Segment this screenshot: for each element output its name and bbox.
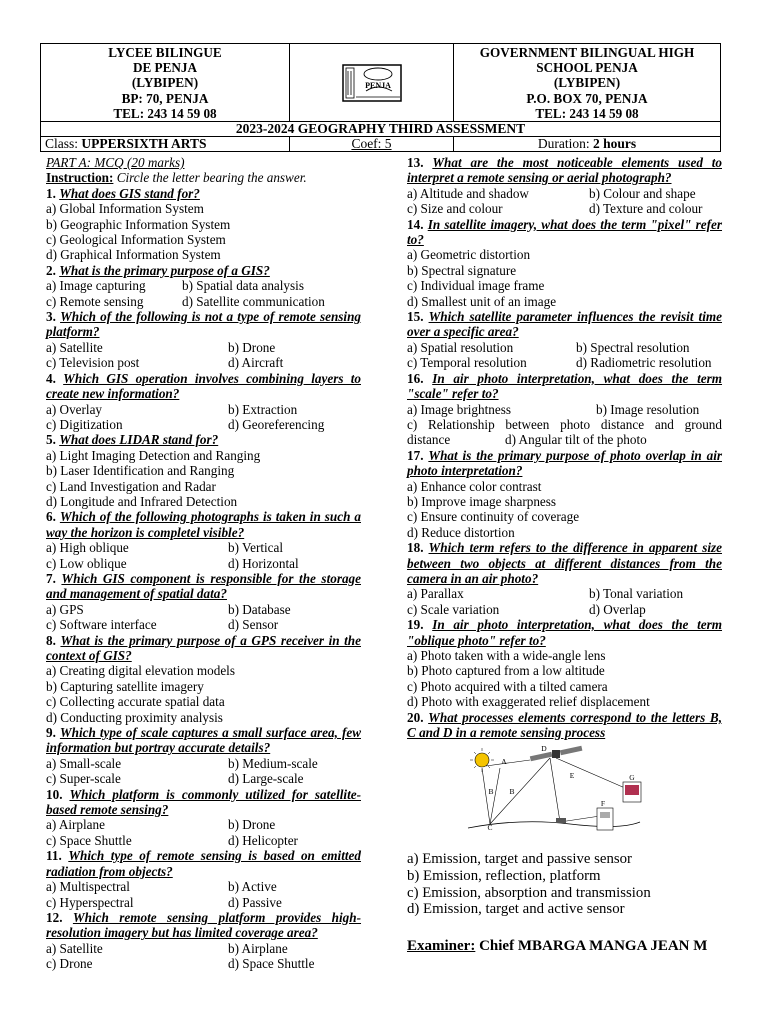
answer-option[interactable]: a) Airplane (46, 817, 105, 833)
question-number: 10. (46, 786, 63, 802)
answer-option[interactable]: d) Emission, target and active sensor (407, 901, 625, 918)
answer-option[interactable]: b) Airplane (228, 940, 288, 956)
question-number: 3. (46, 309, 56, 325)
ground-station-icon (556, 818, 566, 823)
answer-option[interactable]: d) Longitude and Infrared Detection (46, 493, 238, 509)
answer-option[interactable]: d) Helicopter (228, 832, 298, 848)
answer-option[interactable]: b) Spatial data analysis (182, 278, 304, 294)
answer-option[interactable]: b) Improve image sharpness (407, 493, 557, 509)
answer-option[interactable]: b) Laser Identification and Ranging (46, 463, 235, 479)
answer-option[interactable]: d) Satellite communication (182, 293, 325, 309)
diagram-label: D (541, 744, 547, 753)
answer-option[interactable]: b) Image resolution (596, 401, 700, 417)
answer-option[interactable]: c) Drone (46, 956, 93, 972)
answer-option[interactable]: d) Photo with exaggerated relief displacement (407, 694, 650, 710)
answer-option[interactable]: b) Vertical (228, 540, 284, 556)
question-11 (46, 848, 361, 879)
answer-option[interactable]: b) Active (228, 879, 277, 895)
question-number: 2. (46, 262, 56, 278)
answer-option[interactable]: d) Angular tilt of the photo (505, 432, 647, 448)
diagram-label: G (629, 773, 635, 782)
answer-option[interactable]: d) Radiometric resolution (576, 355, 712, 371)
exam-title: 2023-2024 GEOGRAPHY THIRD ASSESSMENT (41, 122, 720, 137)
answer-option[interactable]: b) Capturing satellite imagery (46, 678, 204, 694)
question-4 (46, 371, 361, 402)
answer-option[interactable]: c) Individual image frame (407, 278, 545, 294)
question-text: Which remote sensing platform provides high-resolution imagery but has limited coverage area? (46, 909, 362, 941)
answer-option[interactable]: c) Super-scale (46, 771, 121, 787)
answer-option[interactable]: c) Remote sensing (46, 293, 144, 309)
part-heading: PART A: MCQ (20 marks) (46, 155, 185, 170)
question-20 (407, 710, 722, 741)
question-text: Which platform is commonly utilized for satellite-based remote sensing? (46, 786, 361, 818)
diagram-label: B (488, 787, 494, 796)
coef-cell: Coef: 5 (290, 137, 454, 151)
question-number: 15. (407, 309, 424, 325)
satellite-icon (530, 746, 583, 761)
question-9 (46, 725, 361, 756)
header-left-line: (LYBIPEN) (131, 75, 199, 91)
answer-option[interactable]: d) Aircraft (228, 355, 284, 371)
question-number: 1. (46, 185, 56, 201)
question-5 (46, 432, 361, 447)
question-text: Which type of scale captures a small surface area, few information but portray accurate details? (46, 725, 361, 756)
question-text: What is the primary purpose of photo overlap in air photo interpretation? (407, 447, 722, 479)
question-1 (46, 186, 361, 201)
header-table (40, 43, 721, 152)
answer-option[interactable]: b) Emission, reflection, platform (407, 867, 601, 884)
question-text: Which GIS operation involves combining layers to create new information? (46, 370, 361, 402)
question-text: Which term refers to the difference in apparent size between two objects at different distances from the camera in an air photo? (407, 540, 722, 586)
question-number: 13. (407, 155, 424, 170)
question-text: Which GIS component is responsible for the storage and management of spatial data? (46, 570, 361, 602)
question-text: Which type of remote sensing is based on emitted radiation from objects? (46, 848, 361, 879)
question-text: What does LIDAR stand for? (59, 432, 219, 448)
answer-option[interactable]: a) Photo taken with a wide-angle lens (407, 648, 606, 663)
answer-option[interactable]: c) Land Investigation and Radar (46, 478, 216, 494)
answer-option[interactable]: c) Temporal resolution (407, 355, 527, 371)
answer-option[interactable]: a) Satellite (46, 339, 103, 355)
answer-option[interactable]: a) Spatial resolution (407, 339, 514, 355)
answer-option[interactable]: c) Relationship between photo distance and ground (407, 416, 722, 432)
question-2 (46, 263, 361, 278)
answer-option[interactable]: a) Enhance color contrast (407, 478, 542, 494)
answer-option[interactable]: d) Texture and colour (589, 201, 703, 217)
header-right-line: SCHOOL PENJA (536, 60, 638, 76)
exam-info-row (41, 137, 720, 151)
diagram-label: A (501, 757, 507, 766)
question-8 (46, 633, 361, 664)
answer-option[interactable]: d) Large-scale (228, 771, 304, 787)
answer-option[interactable]: c) Software interface (46, 617, 157, 633)
ground-line (468, 822, 640, 828)
diagram-label: E (569, 771, 575, 780)
answer-option[interactable]: a) Small-scale (46, 755, 122, 771)
answer-option[interactable]: b) Drone (228, 339, 276, 355)
school-crest-icon (342, 61, 402, 105)
question-13 (407, 155, 722, 186)
answer-option[interactable]: b) Colour and shape (589, 185, 696, 201)
question-number: 20. (407, 709, 424, 725)
question-3 (46, 309, 361, 340)
answer-option[interactable]: a) Altitude and shadow (407, 185, 529, 201)
question-20-options (407, 851, 651, 918)
question-17 (407, 448, 722, 479)
question-number: 17. (407, 447, 424, 463)
answer-option[interactable]: a) Satellite (46, 940, 103, 956)
question-text: What processes elements correspond to the letters B, C and D in a remote sensing process (407, 709, 722, 741)
answer-option[interactable]: a) Global Information System (46, 201, 204, 217)
answer-option[interactable]: a) Overlay (46, 401, 103, 417)
question-text: Which of the following photographs is taken in such a way the horizon is completel visible? (46, 509, 361, 540)
header-right-line: GOVERNMENT BILINGUAL HIGH (479, 45, 695, 60)
question-text: In satellite imagery, what does the term "pixel" refer to? (407, 216, 723, 248)
answer-option[interactable]: c) Geological Information System (46, 232, 226, 248)
header-left-line: LYCEE BILINGUE (108, 45, 222, 60)
answer-option[interactable]: c) Photo acquired with a tilted camera (407, 678, 608, 694)
remote-sensing-diagram (460, 744, 646, 844)
question-text: What does GIS stand for? (59, 185, 200, 201)
question-number: 9. (46, 725, 56, 741)
question-number: 5. (46, 432, 56, 448)
answer-option[interactable]: c) Hyperspectral (46, 894, 134, 910)
answer-option[interactable]: c) Television post (46, 355, 140, 371)
question-text: Which of the following is not a type of remote sensing platform? (46, 309, 362, 340)
answer-option[interactable]: c) Space Shuttle (46, 832, 132, 848)
answer-option[interactable]: d) Sensor (228, 617, 279, 633)
answer-option[interactable]: d) Overlap (589, 601, 646, 617)
question-number: 4. (46, 370, 56, 386)
header-left-line: TEL: 243 14 59 08 (113, 105, 217, 121)
answer-option[interactable]: a) Emission, target and passive sensor (407, 851, 632, 867)
header-right-line: P.O. BOX 70, PENJA (526, 90, 648, 106)
answer-option[interactable]: c) Ensure continuity of coverage (407, 509, 580, 525)
answer-option[interactable]: d) Graphical Information System (46, 247, 221, 263)
header-left-line: DE PENJA (132, 60, 198, 76)
question-number: 19. (407, 617, 424, 633)
answer-option[interactable]: a) Creating digital elevation models (46, 663, 235, 679)
duration-cell: Duration: 2 hours (537, 136, 637, 151)
question-number: 8. (46, 632, 56, 648)
question-number: 14. (407, 216, 424, 232)
answer-option[interactable]: b) Drone (228, 817, 276, 833)
question-text: Which satellite parameter influences the revisit time over a specific area? (407, 309, 722, 340)
question-15 (407, 309, 722, 340)
question-text: In air photo interpretation, what does the term "scale" refer to? (407, 370, 723, 402)
question-18 (407, 540, 722, 586)
answer-option[interactable]: a) Multispectral (46, 879, 130, 895)
examiner-signature-line: Examiner: Chief MBARGA MANGA JEAN M (407, 938, 708, 954)
answer-option[interactable]: distance (407, 432, 451, 448)
question-19 (407, 617, 722, 648)
question-number: 18. (407, 540, 424, 556)
answer-option[interactable]: d) Reduce distortion (407, 524, 515, 540)
question-text: In air photo interpretation, what does the term "oblique photo" refer to? (407, 617, 723, 648)
instruction: Instruction: Circle the letter bearing the answer. (46, 170, 307, 186)
answer-option[interactable]: c) Scale variation (407, 601, 500, 617)
answer-option[interactable]: b) Extraction (228, 401, 298, 417)
answer-option[interactable]: c) Emission, absorption and transmission (407, 884, 651, 901)
school-logo (290, 44, 454, 121)
answer-option[interactable]: a) Image brightness (407, 401, 511, 417)
answer-option[interactable]: a) GPS (46, 601, 84, 617)
question-number: 7. (46, 570, 56, 586)
question-12 (46, 910, 361, 941)
question-10 (46, 787, 361, 818)
answer-option[interactable]: d) Horizontal (228, 555, 299, 571)
answer-option[interactable]: c) Digitization (46, 416, 123, 432)
answer-option[interactable]: b) Spectral signature (407, 262, 517, 278)
answer-option[interactable]: b) Database (228, 601, 291, 617)
right-column (407, 155, 722, 740)
answer-option[interactable]: b) Photo captured from a low altitude (407, 663, 605, 679)
question-6 (46, 509, 361, 540)
question-text: What is the primary purpose of a GPS receiver in the context of GIS? (46, 632, 361, 663)
answer-option[interactable]: c) Low oblique (46, 555, 127, 571)
question-14 (407, 217, 722, 248)
answer-option[interactable]: d) Space Shuttle (228, 956, 315, 972)
answer-option[interactable]: b) Medium-scale (228, 755, 318, 771)
question-text: What is the primary purpose of a GIS? (59, 262, 270, 278)
processing-document-icon (597, 808, 613, 830)
class-cell: Class: UPPERSIXTH ARTS (41, 137, 290, 151)
header-left-line: BP: 70, PENJA (121, 90, 209, 106)
answer-option[interactable]: d) Georeferencing (228, 416, 325, 432)
answer-option[interactable]: a) Parallax (407, 586, 464, 602)
computer-display-icon (623, 782, 641, 802)
question-number: 12. (46, 909, 63, 925)
answer-option[interactable]: d) Passive (228, 894, 282, 910)
question-number: 11. (46, 848, 62, 864)
answer-option[interactable]: a) Light Imaging Detection and Ranging (46, 447, 261, 463)
answer-option[interactable]: b) Geographic Information System (46, 216, 231, 232)
diagram-label: F (600, 799, 606, 808)
diagram-label: B (509, 787, 515, 796)
answer-option[interactable]: a) High oblique (46, 540, 129, 556)
question-number: 6. (46, 509, 56, 525)
header-right-line: (LYBIPEN) (553, 75, 621, 91)
answer-option[interactable]: b) Spectral resolution (576, 339, 690, 355)
question-16 (407, 371, 722, 402)
question-number: 16. (407, 370, 424, 386)
question-7 (46, 571, 361, 602)
answer-option[interactable]: d) Smallest unit of an image (407, 293, 557, 309)
answer-option[interactable]: a) Geometric distortion (407, 247, 531, 263)
answer-option[interactable]: b) Tonal variation (589, 586, 684, 602)
answer-option[interactable]: a) Image capturing (46, 278, 146, 294)
diagram-label: C (487, 823, 493, 832)
answer-option[interactable]: c) Size and colour (407, 201, 503, 217)
question-text: What are the most noticeable elements used to interpret a remote sensing or aerial photograph? (407, 155, 722, 186)
svg-text:PENJA: PENJA (364, 80, 391, 90)
left-column (46, 155, 361, 972)
answer-option[interactable]: d) Conducting proximity analysis (46, 709, 223, 725)
school-french-block (41, 44, 290, 121)
school-english-block (454, 44, 720, 121)
header-right-line: TEL: 243 14 59 08 (535, 105, 639, 121)
answer-option[interactable]: c) Collecting accurate spatial data (46, 694, 225, 710)
